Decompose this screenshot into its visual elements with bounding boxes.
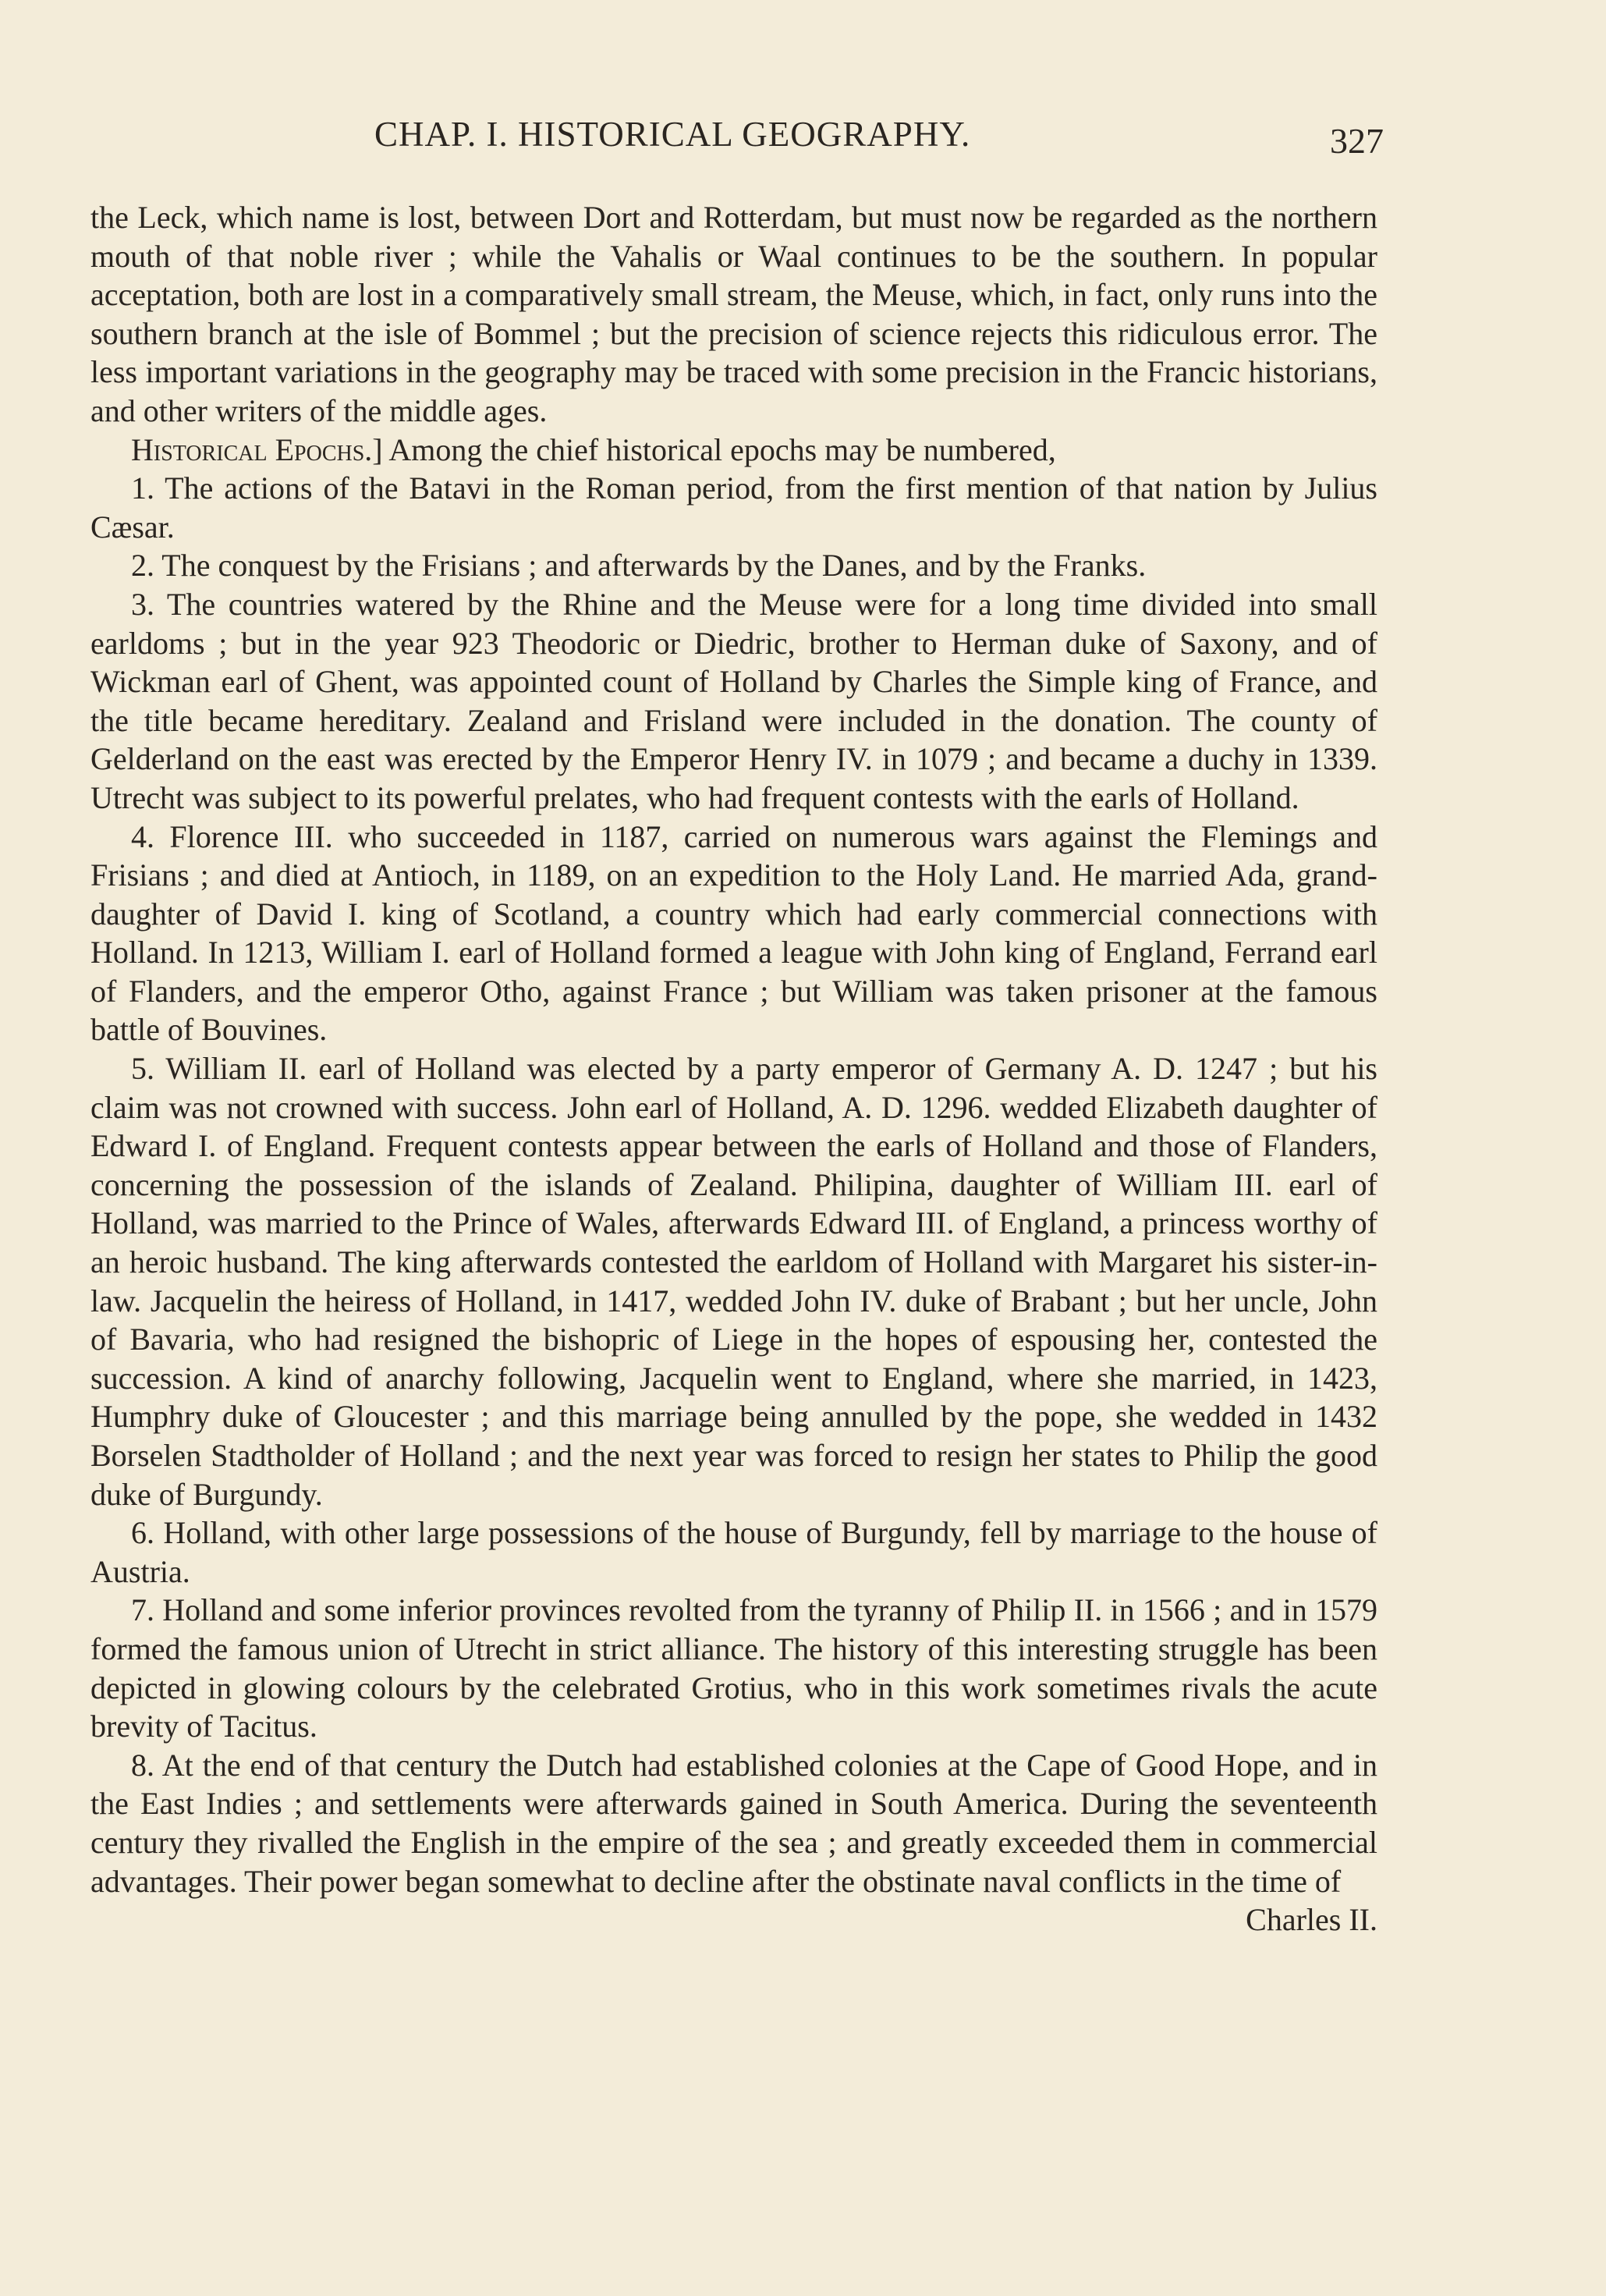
section-heading: Historical Epochs.] (131, 431, 383, 467)
paragraph-historical-epochs (90, 431, 1377, 470)
running-head: CHAP. I. HISTORICAL GEOGRAPHY. (374, 115, 971, 154)
paragraph-text: Among the chief historical epochs may be numbered, (382, 431, 1056, 467)
epoch-1: 1. The actions of the Batavi in the Roman period, from the first mention of that nation by Julius Cæsar. (90, 470, 1377, 545)
page-header (0, 114, 1606, 161)
body-text (90, 198, 1377, 1939)
epoch-2: 2. The conquest by the Frisians ; and afterwards by the Danes, and by the Franks. (131, 548, 1147, 584)
epoch-7: 7. Holland and some inferior provinces revolted from the tyranny of Philip II. in 1566 ; and in 1579 formed the famous union of Utrecht in strict alliance. The history of this interesting struggle has been depicted in glowing colours by the celebrated Grotius, who in this work sometimes rivals the acute brevity of Tacitus. (90, 1592, 1377, 1744)
paragraph-continuation: the Leck, which name is lost, between Dort and Rotterdam, but must now be regarded as the northern mouth of that noble river ; while the Vahalis or Waal continues to be the southern. In popular acceptation, both are lost in a comparatively small stream, the Meuse, which, in fact, only runs into the southern branch at the isle of Bommel ; but the precision of science rejects this ridiculous error. The less important variations in the geography may be traced with some precision in the Francic historians, and other writers of the middle ages. (90, 200, 1377, 428)
epoch-5: 5. William II. earl of Holland was elected by a party emperor of Germany A. D. 1247 ; but his claim was not crowned with success. John earl of Holland, A. D. 1296. wedded Elizabeth daughter of Edward I. of England. Frequent contests appear between the earls of Holland and those of Flanders, concerning the possession of the islands of Zealand. Philipina, daughter of William III. earl of Holland, was married to the Prince of Wales, afterwards Edward III. of England, a princess worthy of an heroic husband. The king afterwards contested the earldom of Holland with Margaret his sister-in-law. Jacquelin the heiress of Holland, in 1417, wedded John IV. duke of Brabant ; but her uncle, John of Bavaria, who had resigned the bishopric of Liege in the hopes of espousing her, contested the succession. A kind of anarchy following, Jacquelin went to England, where she married, in 1423, Humphry duke of Gloucester ; and this marriage being annulled by the pope, she wedded in 1432 Borselen Stadtholder of Holland ; and the next year was forced to resign her states to Philip the good duke of Burgundy. (90, 1051, 1377, 1512)
page-number: 327 (1330, 121, 1384, 161)
epoch-8: 8. At the end of that century the Dutch had established colonies at the Cape of Good Hope, and in the East Indies ; and settlements were afterwards gained in South America. During the seventeenth century they rivalled the English in the empire of the sea ; and greatly exceeded them in commercial advantages. Their power began somewhat to decline after the obstinate naval conflicts in the time of (90, 1747, 1377, 1899)
paragraph-closing-line: Charles II. (1246, 1902, 1377, 1938)
epoch-4: 4. Florence III. who succeeded in 1187, carried on numerous wars against the Flemings and Frisians ; and died at Antioch, in 1189, on an expedition to the Holy Land. He married Ada, grand-daughter of David I. king of Scotland, a country which had early commercial connections with Holland. In 1213, William I. earl of Holland formed a league with John king of England, Ferrand earl of Flanders, and the emperor Otho, against France ; but William was taken prisoner at the famous battle of Bouvines. (90, 818, 1377, 1048)
epoch-3: 3. The countries watered by the Rhine and the Meuse were for a long time divided into small earldoms ; but in the year 923 Theodoric or Diedric, brother to Herman duke of Saxony, and of Wickman earl of Ghent, was appointed count of Holland by Charles the Simple king of France, and the title became hereditary. Zealand and Frisland were included in the donation. The county of Gelderland on the east was erected by the Emperor Henry IV. in 1079 ; and became a duchy in 1339. Utrecht was subject to its powerful prelates, who had frequent contests with the earls of Holland. (90, 586, 1377, 815)
epoch-6: 6. Holland, with other large possessions of the house of Burgundy, fell by marriage to the house of Austria. (90, 1515, 1377, 1589)
